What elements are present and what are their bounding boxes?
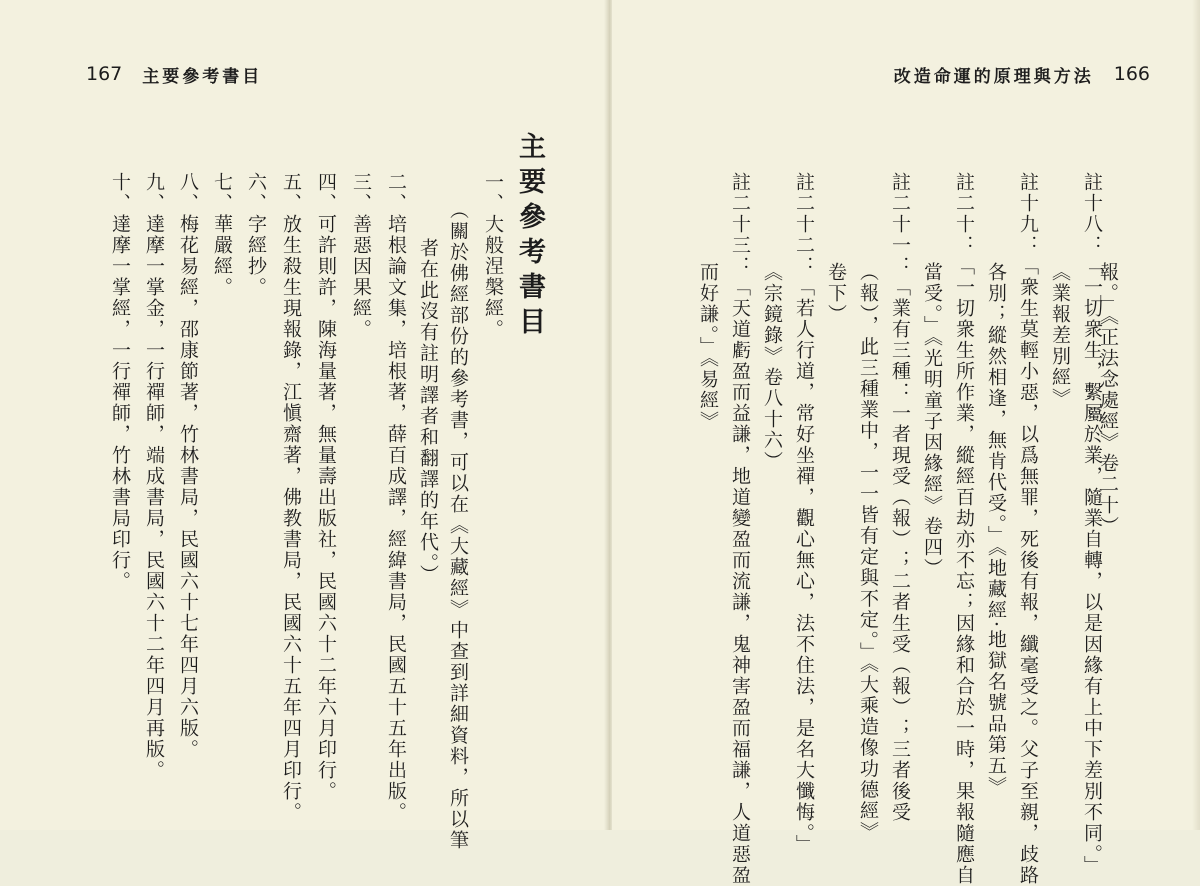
reference-item-10: 十、達摩一掌經，一行禪師，竹林書局印行。	[109, 172, 131, 592]
right-page-number: 166	[1113, 63, 1150, 85]
note-18-line-1: 註十八：「一切衆生，繫屬於業，隨業自轉，以是因緣有上中下差別不同。」	[1081, 172, 1103, 877]
note-22-line-2: 《宗鏡錄》卷八十六）	[761, 262, 783, 472]
reference-item-8: 八、梅花易經，邵康節著，竹林書局，民國六十七年四月六版。	[177, 172, 199, 760]
note-17-continuation: 報。」《正法念處經》卷二十）	[1097, 262, 1119, 537]
reference-item-6: 六、字經抄。	[245, 172, 267, 298]
reference-note-line-2: 者在此沒有註明譯者和翻譯的年代。）	[417, 238, 439, 586]
note-21-line-2: （報），此三種業中，一一皆有定與不定。」《大乘造像功德經》	[857, 262, 879, 843]
left-running-title: 主要參考書目	[142, 66, 263, 87]
section-title: 主要參考書目	[514, 132, 545, 342]
reference-item-5: 五、放生殺生現報錄，江愼齋著，佛教書局，民國六十五年四月印行。	[280, 172, 302, 823]
note-19-line-2: 各別；縱然相逢，無肯代受。」《地藏經·地獄名號品第五》	[985, 262, 1007, 798]
note-21-line-1: 註二十一：「業有三種：一者現受（報）；二者生受（報）；三者後受	[889, 172, 911, 823]
right-page-header	[894, 60, 1150, 88]
left-page-header	[86, 60, 262, 88]
reference-item-1: 一、大般涅槃經。	[482, 172, 504, 340]
reference-item-2: 二、培根論文集，培根著，薛百成譯，經緯書局，民國五十五年出版。	[385, 172, 407, 823]
reference-item-9: 九、達摩一掌金，一行禪師，端成書局，民國六十二年四月再版。	[143, 172, 165, 781]
reference-item-7: 七、華嚴經。	[211, 172, 233, 298]
left-page-number: 167	[86, 63, 123, 85]
left-page	[0, 0, 606, 851]
note-18-line-2: 《業報差別經》	[1049, 262, 1071, 409]
reference-item-4: 四、可許則許，陳海量著，無量壽出版社，民國六十二年六月印行。	[315, 172, 337, 802]
note-20-line-1: 註二十：「一切衆生所作業，縱經百劫亦不忘；因緣和合於一時，果報隨應自	[953, 172, 975, 886]
note-23-line-2: 而好謙。」《易經》	[697, 262, 719, 432]
note-22-line-1: 註二十二：「若人行道，常好坐禪，觀心無心，法不住法，是名大懺悔。」	[793, 172, 815, 856]
reference-item-3: 三、善惡因果經。	[350, 172, 372, 340]
note-19-line-1: 註十九：「衆生莫輕小惡，以爲無罪，死後有報，纖毫受之。父子至親，歧路	[1017, 172, 1039, 886]
page-edge	[1192, 0, 1200, 830]
right-running-title: 改造命運的原理與方法	[893, 66, 1094, 87]
reference-note-line-1: （關於佛經部份的參考書，可以在《大藏經》中查到詳細資料，所以筆	[447, 200, 469, 851]
note-23-line-1: 註二十三：「天道虧盈而益謙，地道變盈而流謙，鬼神害盈而福謙，人道惡盈	[729, 172, 751, 886]
right-page	[612, 0, 1200, 886]
note-21-line-3: 卷下）	[825, 262, 847, 325]
note-20-line-2: 當受。」《光明童子因緣經》卷四）	[921, 262, 943, 579]
